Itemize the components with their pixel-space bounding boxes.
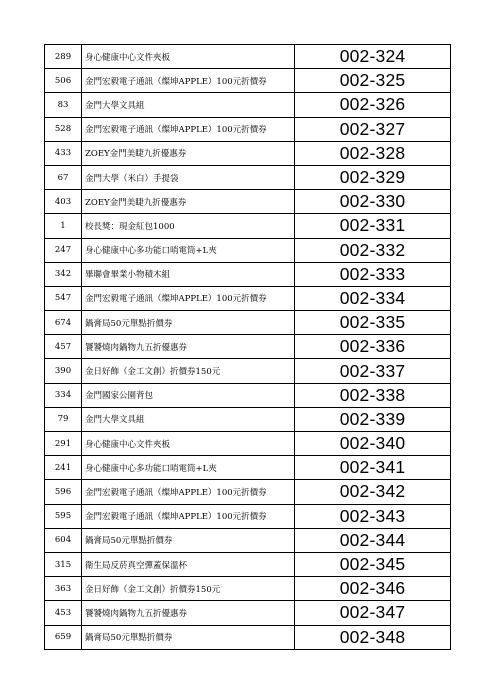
ticket-number-cell: 83: [45, 93, 82, 117]
prize-name-cell: 金門宏毅電子通訊（燦坤APPLE）100元折價券: [82, 286, 295, 310]
prize-code-cell: 002-328: [295, 141, 451, 165]
prize-name-cell: 金門宏毅電子通訊（燦坤APPLE）100元折價券: [82, 480, 295, 504]
ticket-number-cell: 528: [45, 117, 82, 141]
prize-name-cell: 金日好飾（金工文創）折價券150元: [82, 359, 295, 383]
ticket-number-cell: 659: [45, 625, 82, 649]
ticket-number-cell: 547: [45, 286, 82, 310]
table-row: [45, 383, 451, 407]
prize-list-body: [45, 45, 451, 650]
table-row: [45, 190, 451, 214]
ticket-number-cell: 433: [45, 141, 82, 165]
prize-name-cell: 衛生局反菸真空彈蓋保溫杯: [82, 552, 295, 576]
ticket-number-cell: 289: [45, 45, 82, 69]
table-row: [45, 93, 451, 117]
prize-name-cell: 饕饕燒肉鍋物九五折優惠券: [82, 335, 295, 359]
table-row: [45, 286, 451, 310]
table-row: [45, 407, 451, 431]
ticket-number-cell: 674: [45, 311, 82, 335]
prize-name-cell: 金門大學（米白）手提袋: [82, 165, 295, 189]
prize-name-cell: ZOEY金門美睫九折優惠券: [82, 141, 295, 165]
table-row: [45, 528, 451, 552]
table-row: [45, 214, 451, 238]
prize-name-cell: 身心健康中心多功能口哨電筒+L夾: [82, 456, 295, 480]
prize-code-cell: 002-333: [295, 262, 451, 286]
ticket-number-cell: 596: [45, 480, 82, 504]
prize-code-cell: 002-347: [295, 601, 451, 625]
table-row: [45, 141, 451, 165]
ticket-number-cell: 595: [45, 504, 82, 528]
prize-name-cell: 鍋膏局50元單點折價券: [82, 625, 295, 649]
prize-code-cell: 002-324: [295, 45, 451, 69]
ticket-number-cell: 315: [45, 552, 82, 576]
table-row: [45, 359, 451, 383]
ticket-number-cell: 241: [45, 456, 82, 480]
ticket-number-cell: 1: [45, 214, 82, 238]
prize-name-cell: 身心健康中心文件夾板: [82, 45, 295, 69]
prize-code-cell: 002-344: [295, 528, 451, 552]
prize-code-cell: 002-330: [295, 190, 451, 214]
ticket-number-cell: 79: [45, 407, 82, 431]
ticket-number-cell: 403: [45, 190, 82, 214]
prize-code-cell: 002-340: [295, 432, 451, 456]
prize-name-cell: 身心健康中心文件夾板: [82, 432, 295, 456]
table-row: [45, 238, 451, 262]
prize-code-cell: 002-337: [295, 359, 451, 383]
prize-code-cell: 002-326: [295, 93, 451, 117]
ticket-number-cell: 291: [45, 432, 82, 456]
ticket-number-cell: 247: [45, 238, 82, 262]
prize-name-cell: 身心健康中心多功能口哨電筒+L夾: [82, 238, 295, 262]
prize-code-cell: 002-341: [295, 456, 451, 480]
table-row: [45, 165, 451, 189]
ticket-number-cell: 390: [45, 359, 82, 383]
table-row: [45, 335, 451, 359]
prize-code-cell: 002-329: [295, 165, 451, 189]
prize-code-cell: 002-332: [295, 238, 451, 262]
prize-name-cell: 鍋膏局50元單點折價券: [82, 528, 295, 552]
table-row: [45, 480, 451, 504]
table-row: [45, 311, 451, 335]
table-row: [45, 432, 451, 456]
table-row: [45, 117, 451, 141]
ticket-number-cell: 506: [45, 69, 82, 93]
prize-code-cell: 002-345: [295, 552, 451, 576]
prize-name-cell: 金門大學文具組: [82, 93, 295, 117]
table-row: [45, 456, 451, 480]
prize-name-cell: 金日好飾（金工文創）折價券150元: [82, 577, 295, 601]
prize-code-cell: 002-348: [295, 625, 451, 649]
table-row: [45, 45, 451, 69]
prize-name-cell: 畢聯會畢業小物積木組: [82, 262, 295, 286]
prize-code-cell: 002-334: [295, 286, 451, 310]
ticket-number-cell: 457: [45, 335, 82, 359]
ticket-number-cell: 604: [45, 528, 82, 552]
prize-code-cell: 002-325: [295, 69, 451, 93]
ticket-number-cell: 334: [45, 383, 82, 407]
prize-code-cell: 002-343: [295, 504, 451, 528]
table-row: [45, 625, 451, 649]
ticket-number-cell: 453: [45, 601, 82, 625]
prize-name-cell: 金門宏毅電子通訊（燦坤APPLE）100元折價券: [82, 117, 295, 141]
prize-code-cell: 002-338: [295, 383, 451, 407]
table-row: [45, 504, 451, 528]
prize-list-table: [44, 44, 451, 650]
table-row: [45, 577, 451, 601]
ticket-number-cell: 67: [45, 165, 82, 189]
table-row: [45, 262, 451, 286]
prize-name-cell: 校長獎：現金紅包1000: [82, 214, 295, 238]
table-row: [45, 552, 451, 576]
prize-code-cell: 002-327: [295, 117, 451, 141]
prize-name-cell: 鍋膏局50元單點折價券: [82, 311, 295, 335]
prize-code-cell: 002-346: [295, 577, 451, 601]
ticket-number-cell: 363: [45, 577, 82, 601]
prize-code-cell: 002-339: [295, 407, 451, 431]
prize-name-cell: 金門宏毅電子通訊（燦坤APPLE）100元折價券: [82, 69, 295, 93]
prize-name-cell: 金門宏毅電子通訊（燦坤APPLE）100元折價券: [82, 504, 295, 528]
prize-code-cell: 002-331: [295, 214, 451, 238]
table-row: [45, 69, 451, 93]
prize-code-cell: 002-335: [295, 311, 451, 335]
prize-name-cell: 金門國家公園背包: [82, 383, 295, 407]
table-row: [45, 601, 451, 625]
prize-name-cell: 金門大學文具組: [82, 407, 295, 431]
prize-name-cell: 饕饕燒肉鍋物九五折優惠券: [82, 601, 295, 625]
prize-code-cell: 002-336: [295, 335, 451, 359]
prize-code-cell: 002-342: [295, 480, 451, 504]
prize-name-cell: ZOEY金門美睫九折優惠券: [82, 190, 295, 214]
ticket-number-cell: 342: [45, 262, 82, 286]
